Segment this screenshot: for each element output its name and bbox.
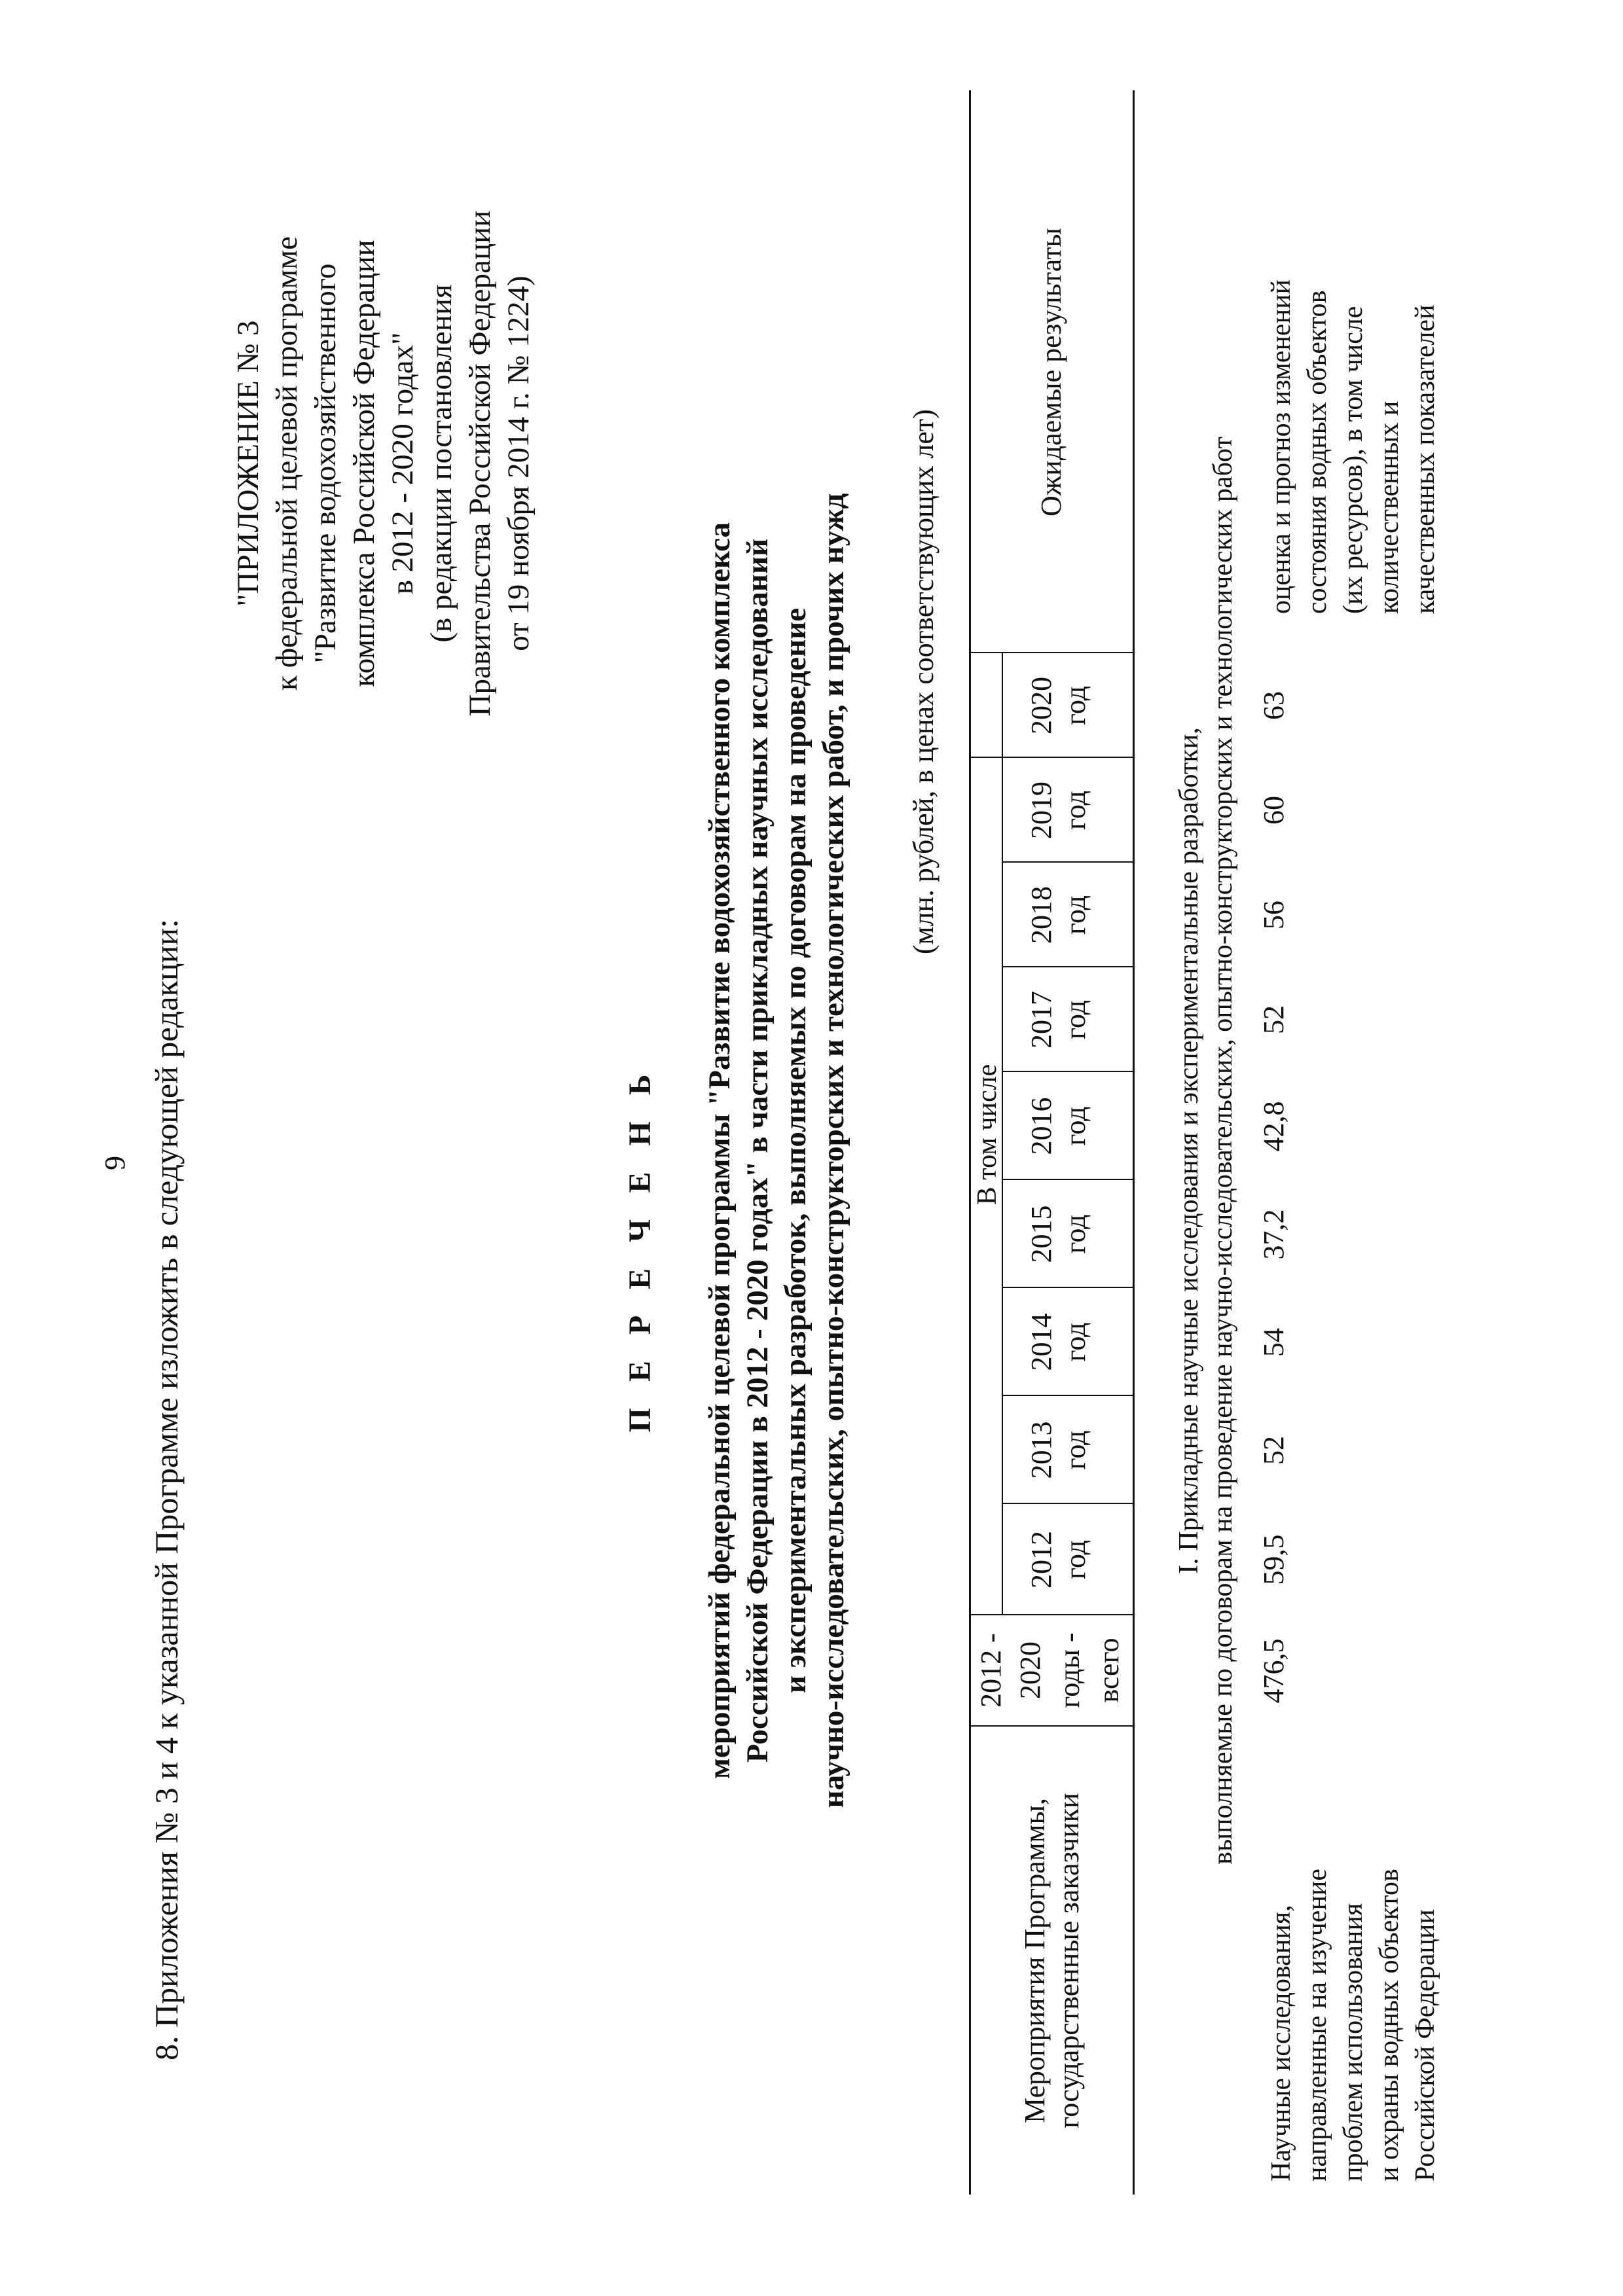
units-note: (млн. рублей, в ценах соответствующих лет) [907, 409, 939, 954]
appendix-line: в 2012 - 2020 годах" [386, 332, 420, 595]
intro-paragraph: 8. Приложения № 3 и 4 к указанной Программе изложить в следующей редакции: [148, 919, 185, 2060]
header-year-2013 [1025, 1396, 1093, 1504]
header-year-2012 [1025, 1505, 1093, 1614]
appendix-line: к федеральной целевой программе [270, 236, 304, 691]
year-label: 2020 [1025, 677, 1057, 734]
row-value-2014: 54 [1258, 1328, 1290, 1357]
header-year-2017 [1025, 967, 1093, 1072]
result-line: оценка и прогноз изменений [1266, 279, 1296, 614]
row-value-2015: 37,2 [1258, 1209, 1290, 1260]
row-value-2019: 60 [1258, 796, 1290, 825]
year-unit: год [1059, 1430, 1091, 1470]
header-year-2015 [1025, 1180, 1093, 1288]
row-value-2018: 56 [1258, 901, 1290, 929]
header-year-2016 [1025, 1072, 1093, 1180]
appendix-line: "Развитие водохозяйственного [308, 263, 342, 664]
header-measures [1018, 1730, 1086, 2191]
appendix-line: Правительства Российской Федерации [463, 210, 497, 717]
title-line: Российской Федерации в 2012 - 2020 годах" в части прикладных научных исследований [740, 538, 775, 1763]
col-divider [969, 1725, 1133, 1727]
header-year-2019 [1025, 758, 1093, 863]
header-results: Ожидаемые результаты [1035, 228, 1067, 516]
row-value-2017: 52 [1258, 1005, 1290, 1034]
year-label: 2016 [1025, 1097, 1057, 1155]
header-total-line: годы - [1053, 1632, 1085, 1708]
row-value-2020: 63 [1258, 691, 1290, 720]
row-name-line: Российской Федерации [1410, 1909, 1440, 2181]
result-line: (их ресурсов), в том числе [1338, 306, 1368, 614]
appendix-line: от 19 ноября 2014 г. № 1224) [501, 276, 536, 651]
header-measures-line: Мероприятия Программы, [1019, 1797, 1051, 2124]
row-name-line: и охраны водных объектов [1374, 1869, 1404, 2181]
appendix-line: "ПРИЛОЖЕНИЕ № 3 [231, 320, 265, 607]
year-unit: год [1059, 895, 1091, 935]
table-header-bottom-border [1133, 90, 1135, 2195]
year-label: 2013 [1025, 1421, 1057, 1479]
document-title [701, 202, 852, 2100]
header-total-line: 2012 - [975, 1633, 1007, 1708]
header-total [972, 1615, 1129, 1725]
appendix-line: комплекса Российской Федерации [347, 240, 381, 687]
year-unit: год [1059, 685, 1091, 726]
row-value-2016: 42,8 [1258, 1101, 1290, 1152]
year-unit: год [1059, 1322, 1091, 1362]
year-label: 2015 [1025, 1205, 1057, 1263]
section-title [1172, 202, 1240, 2100]
header-year-2014 [1025, 1288, 1093, 1396]
header-total-line: всего [1093, 1638, 1125, 1703]
year-label: 2014 [1025, 1313, 1057, 1371]
title-line: мероприятий федеральной целевой программы "Развитие водохозяйственного комплекса [702, 522, 737, 1779]
year-unit: год [1059, 790, 1091, 831]
section-title-line: выполняемые по договорам на проведение научно-исследовательских, опытно-конструкторских и технологических работ [1208, 437, 1238, 1865]
header-year-2018 [1025, 863, 1093, 967]
row-expected-result [1264, 130, 1444, 614]
document-heading: П Е Р Е Ч Е Н Ь [623, 1065, 657, 1433]
row-value-2013: 52 [1258, 1436, 1290, 1465]
row-name-line: Научные исследования, [1266, 1905, 1296, 2181]
page-number: 9 [99, 1156, 131, 1170]
row-total: 476,5 [1258, 1638, 1290, 1704]
row-measure-name [1264, 1723, 1444, 2181]
title-line: научно-исследовательских, опытно-конструкторских и технологических работ, и прочих нужд [816, 493, 850, 1808]
row-name-line: проблем использования [1338, 1903, 1368, 2181]
year-label: 2019 [1025, 781, 1057, 839]
year-unit: год [1059, 999, 1091, 1040]
row-value-2012: 59,5 [1258, 1534, 1290, 1585]
year-unit: год [1059, 1539, 1091, 1580]
year-unit: год [1059, 1214, 1091, 1254]
year-label: 2012 [1025, 1531, 1057, 1588]
appendix-header [229, 169, 538, 758]
result-line: количественных и [1374, 401, 1404, 614]
header-including: В том числе [972, 1064, 1002, 1206]
result-line: качественных показателей [1410, 304, 1440, 614]
year-unit: год [1059, 1106, 1091, 1146]
header-total-line: 2020 [1014, 1641, 1046, 1699]
year-label: 2018 [1025, 886, 1057, 944]
appendix-line: (в редакции постановления [424, 284, 458, 643]
result-line: состояния водных объектов [1302, 290, 1332, 614]
row-name-line: направленные на изучение [1302, 1868, 1332, 2181]
header-measures-line: государственные заказчики [1053, 1793, 1085, 2128]
section-title-line: I. Прикладные научные исследования и экспериментальные разработки, [1174, 727, 1204, 1574]
year-label: 2017 [1025, 991, 1057, 1049]
title-line: и экспериментальных разработок, выполняемых по договорам на проведение [778, 607, 812, 1694]
header-year-2020 [1025, 653, 1093, 758]
